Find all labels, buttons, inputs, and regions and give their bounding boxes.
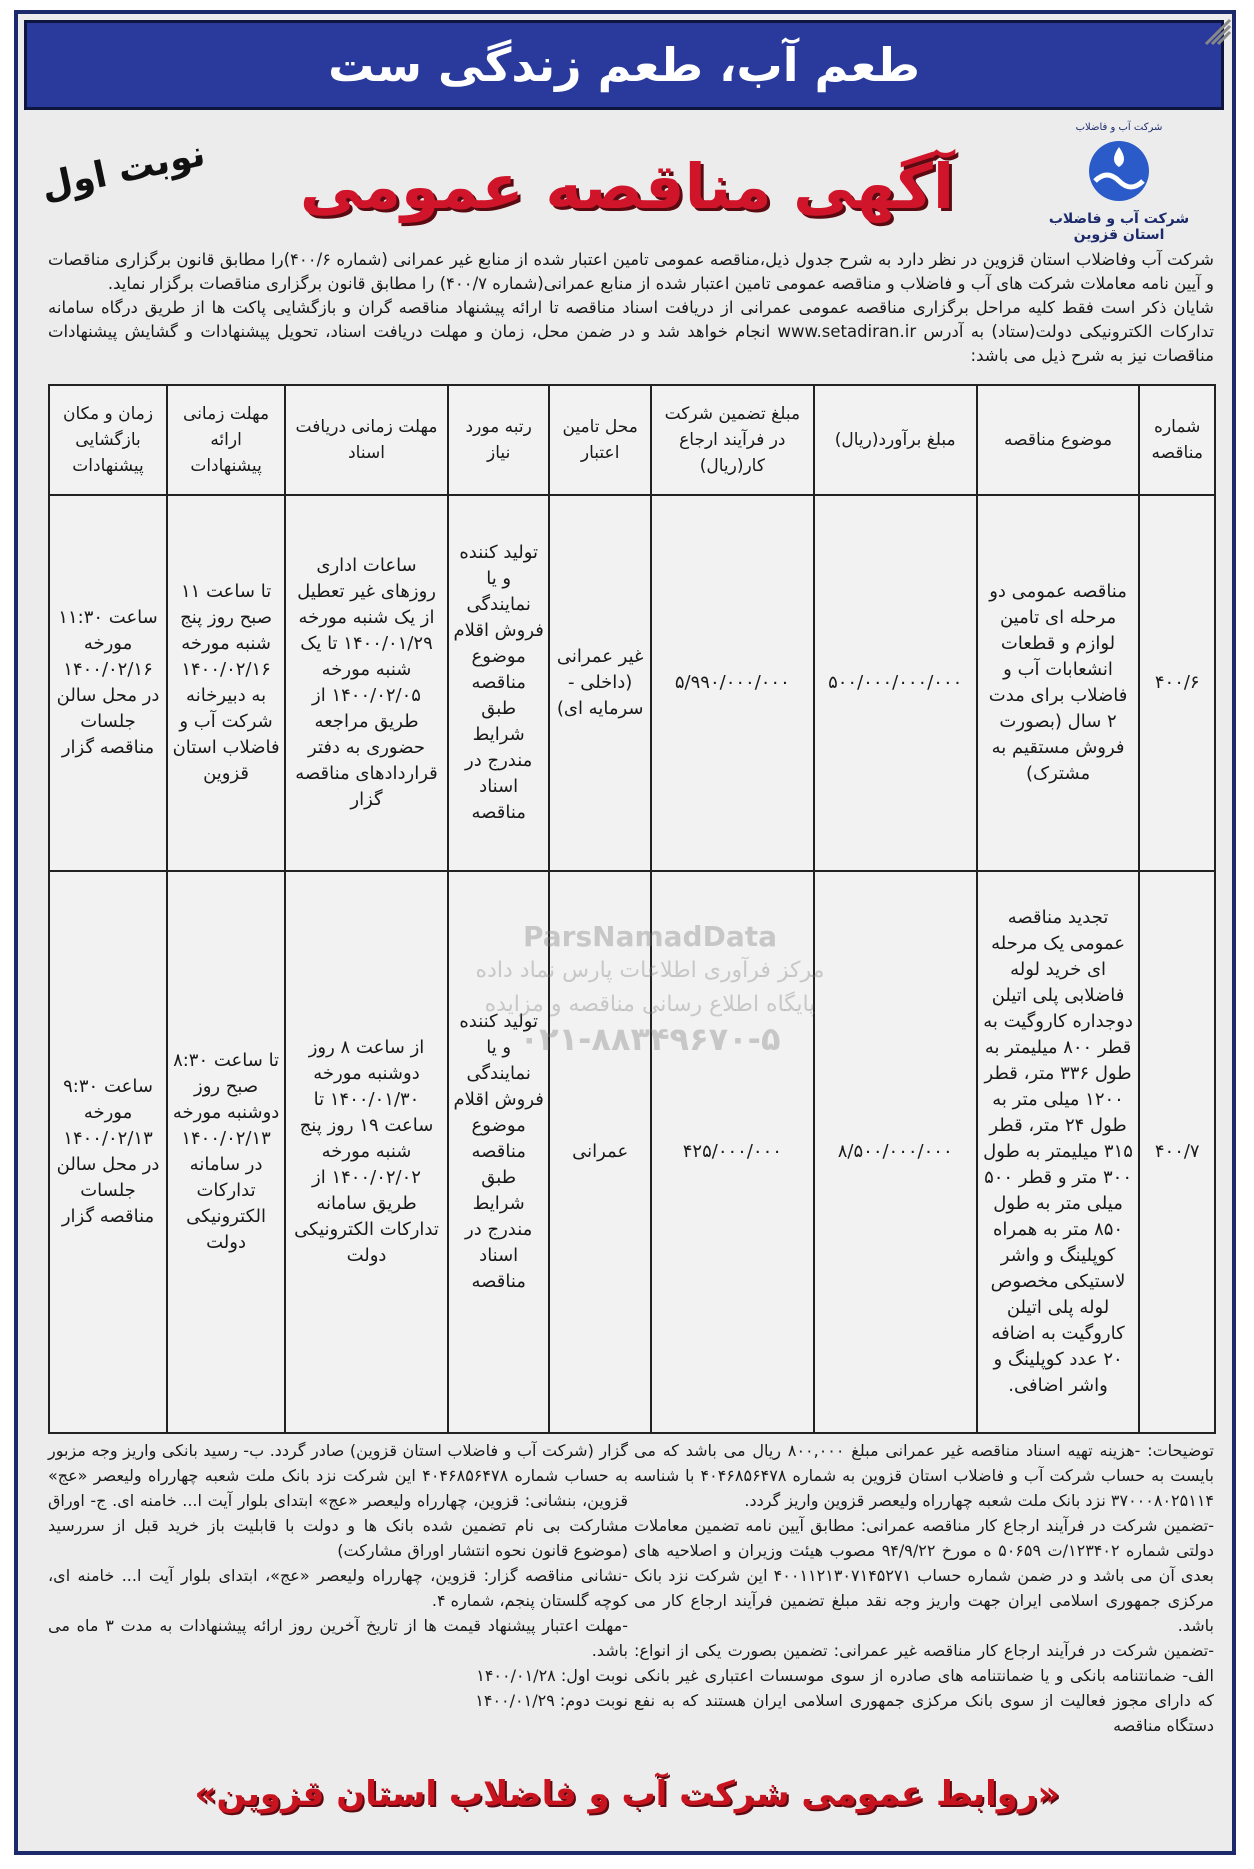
logo-caption: شرکت آب و فاضلاب استان قزوین [1048, 211, 1190, 243]
note-paragraph: توضیحات: -هزینه تهیه اسناد مناقصه غیر عمرانی مبلغ ۸۰۰,۰۰۰ ریال می باشد که می بایست به حساب شرکت آب و فاضلاب استان قزوین به شماره ۴۰۴۶۸۵۶۴۷۸ با شناسه ۳۷۰۰۰۸۰۲۵۱۱۴ نزد بانک ملت شعبه چهارراه ولیعصر قزوین واریز گردد. [634, 1441, 1215, 1510]
cell-estimate: ۸/۵۰۰/۰۰۰/۰۰۰ [814, 871, 977, 1433]
col-header-estimate: مبلغ برآورد(ریال) [814, 385, 977, 495]
corner-deco-icon [1204, 18, 1232, 46]
note-paragraph: گزار (شرکت آب و فاضلاب استان قزوین) صادر گردد. ب- رسید بانکی واریز وجه مزبور به حساب شماره ۴۰۴۶۸۵۶۴۷۸ این شرکت نزد بانک ملت شعبه چهارراه ولیعصر «عج» قزوین، بنشانی: قزوین، چهارراه ولیعصر «عج» ابتدای بلوار آیت ا... خامنه ای. ج- اوراق مشارکت بی نام تضمین شده بانک ها و دولت با قابلیت باز خرید قبل از سررسید (موضوع قانون نحوه انتشار اوراق مشارکت) [48, 1441, 629, 1560]
notes-right-column [634, 1438, 1214, 1738]
intro-paragraph-2: شایان ذکر است فقط کلیه مراحل برگزاری مناقصه عمومی عمرانی از دریافت اسناد مناقصه تا ارائه پیشنهاد مناقصه گران و بازگشایی پاکت ها از طریق درگاه سامانه تدارکات الکترونیکی دولت(ستاد) به آدرس www.setadiran.ir انجام خواهد شد و در ضمن محل، زمان و مهلت دریافت اسناد، تحویل پیشنهادات و گشایش پیشنهادات مناقصات نیز به شرح ذیل می باشد: [48, 298, 1214, 365]
cell-rank: تولید کننده و یا نمایندگی فروش اقلام موضوع مناقصه طبق شرایط مندرج در اسناد مناقصه [448, 495, 549, 871]
cell-opening: ساعت ۹:۳۰ مورخه ۱۴۰۰/۰۲/۱۳ در محل سالن جلسات مناقصه گزار [49, 871, 167, 1433]
col-header-number: شماره مناقصه [1139, 385, 1215, 495]
cell-opening: ساعت ۱۱:۳۰ مورخه ۱۴۰۰/۰۲/۱۶ در محل سالن جلسات مناقصه گزار [49, 495, 167, 871]
banner-slogan: طعم آب، طعم زندگی ست [328, 38, 920, 92]
table-row [49, 871, 1215, 1433]
publish-date-first: نوبت اول: ۱۴۰۰/۰۱/۲۸ [476, 1666, 628, 1685]
col-header-doc-deadline: مهلت زمانی دریافت اسناد [285, 385, 448, 495]
cell-guarantee: ۵/۹۹۰/۰۰۰/۰۰۰ [651, 495, 814, 871]
note-paragraph: -مهلت اعتبار پیشنهاد قیمت ها از تاریخ آخرین روز ارائه پیشنهادات به مدت ۳ ماه می باشد. [48, 1616, 629, 1660]
cell-number: ۴۰۰/۷ [1139, 871, 1215, 1433]
cell-estimate: ۵۰۰/۰۰۰/۰۰۰/۰۰۰ [814, 495, 977, 871]
intro-paragraph-1: شرکت آب وفاضلاب استان قزوین در نظر دارد به شرح جدول ذیل،مناقصه عمومی تامین اعتبار شده از منابع غیر عمرانی (شماره ۴۰۰/۶)را مطابق قانون برگزاری مناقصات و آیین نامه معاملات شرکت های آب و فاضلاب و مناقصه عمومی تامین اعتبار شده از منابع عمرانی(شماره ۴۰۰/۷) را مطابق قانون برگزاری مناقصات برگزار نماید. [48, 250, 1214, 293]
cell-number: ۴۰۰/۶ [1139, 495, 1215, 871]
intro-text [48, 248, 1214, 368]
cell-subject: تجدید مناقصه عمومی یک مرحله ای خرید لوله فاضلابی پلی اتیلن دوجداره کاروگیت به قطر ۸۰۰ میلیمتر به طول ۳۳۶ متر، قطر ۱۲۰۰ میلی متر به طول ۲۴ متر، قطر ۳۱۵ میلیمتر به طول ۳۰۰ متر و قطر ۵۰۰ میلی متر به طول ۸۵۰ متر به همراه کوپلینگ و واشر لاستیکی مخصوص لوله پلی اتیلن کاروگیت به اضافه ۲۰ عدد کوپلینگ و واشر اضافی. [977, 871, 1140, 1433]
tender-table [48, 384, 1216, 1434]
watermark-line-2: مرکز فرآوری اطلاعات پارس نماد داده [475, 958, 825, 983]
col-header-guarantee: مبلغ تضمین شرکت در فرآیند ارجاع کار(ریال) [651, 385, 814, 495]
footer-signature: «روابط عمومی شرکت آب و فاضلاب استان قزوین» [194, 1774, 1060, 1814]
cell-guarantee: ۴۲۵/۰۰۰/۰۰۰ [651, 871, 814, 1433]
cell-doc-deadline: ساعات اداری روزهای غیر تعطیل از یک شنبه مورخه ۱۴۰۰/۰۱/۲۹ تا یک شنبه مورخه ۱۴۰۰/۰۲/۰۵ از طریق مراجعه حضوری به دفتر قراردادهای مناقصه گزار [285, 495, 448, 871]
cell-funding: عمرانی [549, 871, 650, 1433]
col-header-funding: محل تامین اعتبار [549, 385, 650, 495]
note-paragraph: -تضمین شرکت در فرآیند ارجاع کار مناقصه غیر عمرانی: تضمین بصورت یکی از انواع: الف- ضمانتنامه بانکی و یا ضمانتنامه های صادره از سوی موسسات اعتباری غیر بانکی که دارای مجوز فعالیت از سوی بانک مرکزی جمهوری اسلامی ایران هستند که به نفع دستگاه مناقصه [634, 1641, 1214, 1735]
table-header-row [49, 385, 1215, 495]
note-paragraph: -تضمین شرکت در فرآیند ارجاع کار مناقصه عمرانی: مطابق آیین نامه تضمین معاملات دولتی شماره ۱۲۳۴۰۲/ت ۵۰۶۵۹ ه مورخ ۹۴/۹/۲۲ مصوب هیئت وزیران و اصلاحیه های بعدی آن می باشد و در ضمن شماره حساب ۴۰۰۱۱۲۱۳۰۷۱۴۵۲۷۱ این شرکت نزد بانک مرکزی جمهوری اسلامی ایران جهت واریز وجه نقد مبلغ تضمین فرآیند ارجاع کار می باشد. [634, 1516, 1215, 1635]
top-banner [24, 20, 1224, 110]
cell-doc-deadline: از ساعت ۸ روز دوشنبه مورخه ۱۴۰۰/۰۱/۳۰ تا ساعت ۱۹ روز پنج شنبه مورخه ۱۴۰۰/۰۲/۰۲ از طریق سامانه تدارکات الکترونیکی دولت [285, 871, 448, 1433]
cell-funding: غیر عمرانی (داخلی - سرمایه ای) [549, 495, 650, 871]
watermark-brand: ParsNamadData [523, 920, 777, 953]
col-header-subject: موضوع مناقصه [977, 385, 1140, 495]
logo-top-text: شرکت آب و فاضلاب [1075, 122, 1163, 133]
cell-rank: تولید کننده و یا نمایندگی فروش اقلام موضوع مناقصه طبق شرایط مندرج در اسناد مناقصه [448, 871, 549, 1433]
notes-left-column [48, 1438, 628, 1713]
page-title: آگهی مناقصه عمومی [299, 150, 955, 223]
col-header-offer-deadline: مهلت زمانی ارائه پیشنهادات [167, 385, 285, 495]
publish-date-second: نوبت دوم: ۱۴۰۰/۰۱/۲۹ [475, 1691, 628, 1710]
col-header-rank: رتبه مورد نیاز [448, 385, 549, 495]
watermark-phone: ۰۲۱-۸۸۳۴۹۶۷۰-۵ [519, 1020, 781, 1058]
col-header-opening: زمان و مکان بازگشایی پیشنهادات [49, 385, 167, 495]
round-label: نوبت اول [37, 133, 209, 208]
cell-offer-deadline: تا ساعت ۱۱ صبح روز پنج شنبه مورخه ۱۴۰۰/۰۲/۱۶ به دبیرخانه شرکت آب و فاضلاب استان قزوین [167, 495, 285, 871]
cell-subject: مناقصه عمومی دو مرحله ای تامین لوازم و قطعات انشعابات آب و فاضلاب برای مدت ۲ سال (بصورت فروش مستقیم به مشترک) [977, 495, 1140, 871]
cell-offer-deadline: تا ساعت ۸:۳۰ صبح روز دوشنبه مورخه ۱۴۰۰/۰۲/۱۳ در سامانه تدارکات الکترونیکی دولت [167, 871, 285, 1433]
watermark-line-3: پایگاه اطلاع رسانی مناقصه و مزایده [484, 992, 816, 1017]
note-paragraph: -نشانی مناقصه گزار: قزوین، چهارراه ولیعصر «عج»، ابتدای بلوار آیت ا... خامنه ای، کوچه گلستان پنجم، شماره ۴. [48, 1566, 628, 1610]
table-row [49, 495, 1215, 871]
